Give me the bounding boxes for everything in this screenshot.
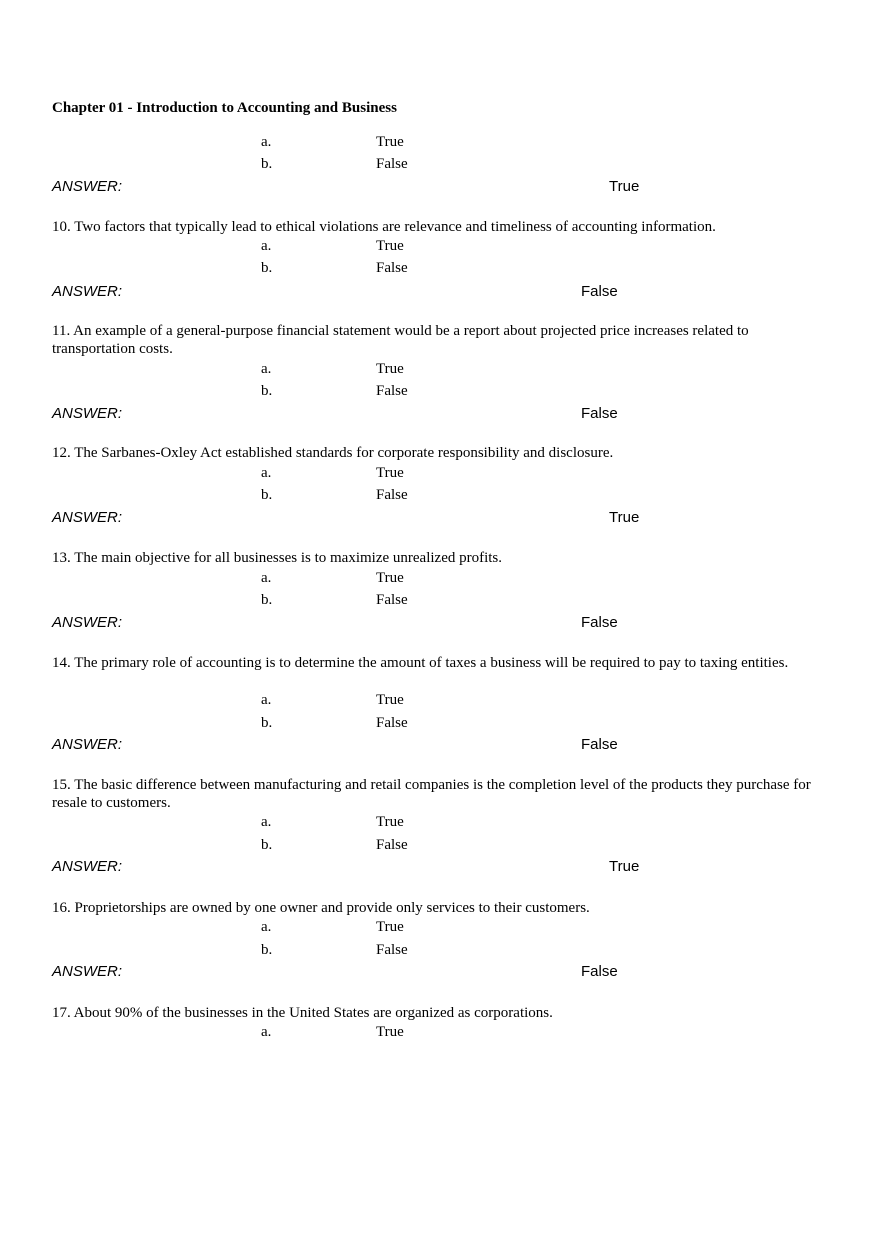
answer-value: False xyxy=(581,283,618,300)
option-b-label: False xyxy=(376,383,408,399)
option-a-label: True xyxy=(376,361,404,377)
option-b-letter: b. xyxy=(261,592,273,608)
option-a-letter: a. xyxy=(261,692,272,708)
question-text: 15. The basic difference between manufacturing and retail companies is the completion level of the products they purchase for resale to customers. xyxy=(52,777,811,811)
option-a-label: True xyxy=(376,814,404,830)
option-a-letter: a. xyxy=(261,570,272,586)
option-a-letter: a. xyxy=(261,238,272,254)
question-text: 13. The main objective for all businesses is to maximize unrealized profits. xyxy=(52,550,503,566)
option-a-label: True xyxy=(376,1024,404,1040)
option-b-letter: b. xyxy=(261,156,273,172)
option-b-letter: b. xyxy=(261,260,273,276)
answer-value: False xyxy=(581,405,618,422)
answer-label: ANSWER: xyxy=(52,963,123,980)
answer-value: False xyxy=(581,963,618,980)
option-a-label: True xyxy=(376,134,404,150)
answer-label: ANSWER: xyxy=(52,509,123,526)
answer-label: ANSWER: xyxy=(52,405,123,422)
answer-label: ANSWER: xyxy=(52,283,123,300)
option-a-letter: a. xyxy=(261,814,272,830)
answer-value: True xyxy=(609,178,640,195)
option-a-label: True xyxy=(376,465,404,481)
option-b-label: False xyxy=(376,260,408,276)
question-text: 11. An example of a general-purpose financial statement would be a report about projected price increases related to transportation costs. xyxy=(52,323,749,357)
option-b-letter: b. xyxy=(261,837,273,853)
option-b-label: False xyxy=(376,487,408,503)
answer-label: ANSWER: xyxy=(52,858,123,875)
option-b-label: False xyxy=(376,592,408,608)
option-b-label: False xyxy=(376,715,408,731)
answer-value: True xyxy=(609,509,640,526)
option-b-letter: b. xyxy=(261,487,273,503)
option-a-letter: a. xyxy=(261,361,272,377)
answer-label: ANSWER: xyxy=(52,178,123,195)
question-text: 17. About 90% of the businesses in the United States are organized as corporations. xyxy=(52,1005,553,1021)
option-b-label: False xyxy=(376,156,408,172)
option-a-label: True xyxy=(376,570,404,586)
option-a-letter: a. xyxy=(261,1024,272,1040)
chapter-title: Chapter 01 - Introduction to Accounting and Business xyxy=(52,100,397,116)
answer-label: ANSWER: xyxy=(52,736,123,753)
answer-value: False xyxy=(581,614,618,631)
option-a-letter: a. xyxy=(261,919,272,935)
answer-label: ANSWER: xyxy=(52,614,123,631)
answer-value: True xyxy=(609,858,640,875)
option-b-letter: b. xyxy=(261,383,273,399)
option-a-letter: a. xyxy=(261,134,272,150)
option-b-label: False xyxy=(376,942,408,958)
option-b-label: False xyxy=(376,837,408,853)
question-text: 16. Proprietorships are owned by one owner and provide only services to their customers. xyxy=(52,900,590,916)
option-a-label: True xyxy=(376,238,404,254)
answer-value: False xyxy=(581,736,618,753)
option-a-label: True xyxy=(376,919,404,935)
question-text: 10. Two factors that typically lead to ethical violations are relevance and timeliness of accounting information. xyxy=(52,219,716,235)
option-b-letter: b. xyxy=(261,942,273,958)
option-a-label: True xyxy=(376,692,404,708)
option-a-letter: a. xyxy=(261,465,272,481)
question-text: 14. The primary role of accounting is to determine the amount of taxes a business will be required to pay to taxing entities. xyxy=(52,655,789,671)
option-b-letter: b. xyxy=(261,715,273,731)
question-text: 12. The Sarbanes-Oxley Act established standards for corporate responsibility and disclosure. xyxy=(52,445,614,461)
